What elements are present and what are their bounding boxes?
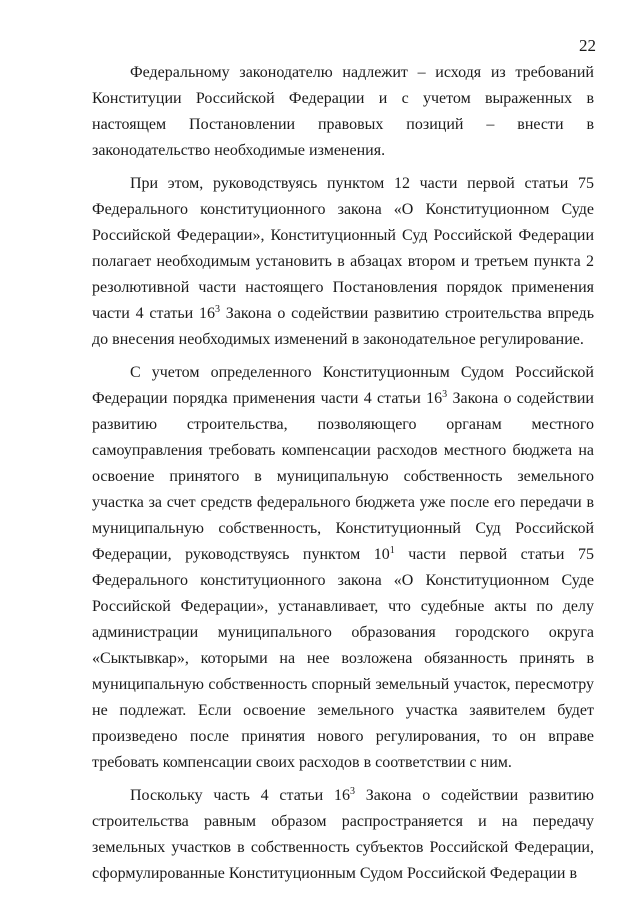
paragraph-text: При этом, руководствуясь пунктом 12 части первой статьи 75 Федерального конституционного закона «О Конституционном Суде Российской Федерации», Конституционный Суд Российской Федерации полагает необходимым установить в абзацах втором и третьем пункта 2 резолютивной части настоящего Постановления порядок применения части 4 статьи 16 xyxy=(92,175,594,322)
paragraph-text: Закона о содействии развитию строительства, позволяющего органам местного самоуправления требовать компенсации расходов местного бюджета на освоение принятого в муниципальную собственность земельного участка за счет средств федерального бюджета уже после его передачи в муниципальную собственность, Конституционный Суд Российской Федерации, руководствуясь пунктом 10 xyxy=(92,390,594,563)
page-number: 22 xyxy=(579,36,596,55)
paragraph-text: Закона о содействии развитию строительства равным образом распространяется и на передачу земельных участков в собственность субъектов Российской Федерации, сформулированные Конституционным Судом Российской Федерации в xyxy=(92,787,594,882)
paragraph-text: С учетом определенного Конституционным Судом Российской Федерации порядка применения части 4 статьи 16 xyxy=(92,364,594,407)
document-body xyxy=(92,60,594,887)
superscript: 3 xyxy=(215,304,221,315)
paragraph-application-order xyxy=(92,171,594,353)
superscript: 1 xyxy=(389,545,395,556)
paragraph-text: Закона о содействии развитию строительства впредь до внесения необходимых изменений в законодательное регулирование. xyxy=(92,305,594,348)
paragraph-federal-subjects xyxy=(92,783,594,887)
superscript: 3 xyxy=(442,389,448,400)
paragraph-court-decisions xyxy=(92,360,594,776)
paragraph-text: части первой статьи 75 Федерального конституционного закона «О Конституционном Суде Российской Федерации», устанавливает, что судебные акты по делу администрации муниципального образования городского округа «Сыктывкар», которыми на нее возложена обязанность принять в муниципальную собственность спорный земельный участок, пересмотру не подлежат. Если освоение земельного участка заявителем будет произведено после принятия нового регулирования, то он вправе требовать компенсации своих расходов в соответствии с ним. xyxy=(92,546,594,771)
paragraph-legislator-duty xyxy=(92,60,594,164)
paragraph-text: Федеральному законодателю надлежит – исходя из требований Конституции Российской Федерации и с учетом выраженных в настоящем Постановлении правовых позиций – внести в законодательство необходимые изменения. xyxy=(92,64,594,159)
paragraph-text: Поскольку часть 4 статьи 16 xyxy=(130,787,350,804)
superscript: 3 xyxy=(350,786,355,797)
